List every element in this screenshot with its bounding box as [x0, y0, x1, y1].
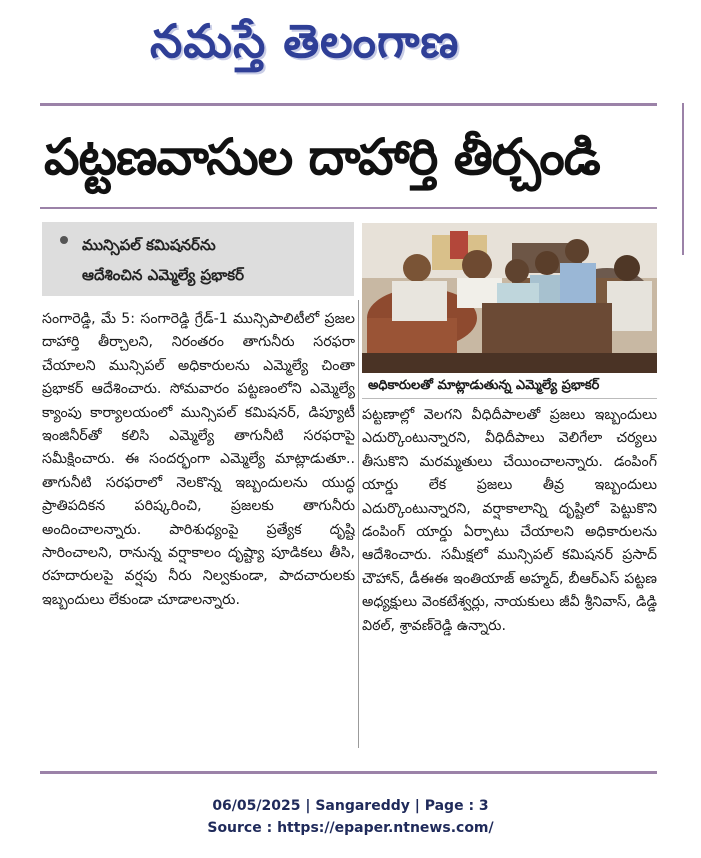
article-headline: పట్టణవాసుల దాహార్తి తీర్చండి	[44, 128, 600, 186]
body-paragraph-left: సంగారెడ్డి, మే 5: సంగారెడ్డి గ్రేడ్-1 మున్సిపాలిటీలో ప్రజల దాహార్తి తీర్చాలని, నిరంతరం తాగునీరు సరఫరా చేయాలని మున్సిపల్ అధికారులను ఎమ్మెల్యే చింతా ప్రభాకర్ ఆదేశించారు. సోమవారం పట్టణంలోని ఎమ్మెల్యే క్యాంపు కార్యాలయంలో మున్సిపల్ కమిషనర్, డిప్యూటీ ఇంజినీర్‌తో కలిసి ఎమ్మెల్యే తాగునీటి సరఫరాపై సమీక్షించారు. ఈ సందర్భంగా ఎమ్మెల్యే మాట్లాడుతూ.. తాగునీటి సరఫరాలో నెలకొన్న ఇబ్బందులను యుద్ధ ప్రాతిపదికన పరిష్కరించి, ప్రజలకు తాగునీరు అందించాలన్నారు. పారిశుధ్యంపై ప్రత్యేక దృష్టి సారించాలని, రానున్న వర్షాకాలం దృష్ట్యా పూడికలు తీసి, రహదారులపై వర్షపు నీరు నిల్వకుండా, పాదచారులకు ఇబ్బందులు లేకుండా చూడాలన్నారు.	[42, 311, 355, 608]
article-body-left	[42, 308, 355, 748]
bullet-icon	[60, 236, 68, 244]
deck-line-2: ఆదేశించిన ఎమ్మెల్యే ప్రభాకర్	[82, 266, 245, 284]
column-divider	[358, 300, 359, 748]
body-paragraph-right: పట్టణాల్లో వెలగని వీధిదీపాలతో ప్రజలు ఇబ్బందులు ఎదుర్కొంటున్నారని, వీధిదీపాలు వెలిగేలా చర్యలు తీసుకొని మరమ్మతులు చేయించాలన్నారు. డంపింగ్ యార్డు లేక ప్రజలు తీవ్ర ఇబ్బందులు ఎదుర్కొంటున్నారని, వర్షాకాలాన్ని దృష్టిలో పెట్టుకొని డంపింగ్ యార్డు ఏర్పాటు చేయాలని అధికారులను ఆదేశించారు. సమీక్షలో మున్సిపల్ కమిషనర్ ప్రసాద్ చౌహాన్, డీఈఈ ఇంతియాజ్ అహ్మద్, బీఆర్ఎస్ పట్టణ అధ్యక్షులు వెంకటేశ్వర్లు, నాయకులు జీవీ శ్రీనివాస్, డిడ్డి విఠల్, శ్రావణ్‌రెడ్డి ఉన్నారు.	[362, 407, 657, 634]
footer-source: Source : https://epaper.ntnews.com/	[207, 820, 494, 836]
footer-dateline: 06/05/2025 | Sangareddy | Page : 3	[212, 798, 489, 814]
top-rule	[40, 103, 657, 106]
article-deck	[42, 222, 354, 296]
photo-caption: అధికారులతో మాట్లాడుతున్న ఎమ్మెల్యే ప్రభాకర్	[362, 373, 657, 399]
article-body-right	[362, 404, 657, 749]
right-column-rule	[682, 103, 684, 255]
meeting-photo-illustration	[362, 223, 657, 373]
news-photo	[362, 223, 657, 373]
deck-line-1: మున్సిపల్ కమిషనర్‌ను	[82, 236, 216, 254]
bottom-rule	[40, 771, 657, 774]
headline-rule	[40, 207, 657, 209]
masthead-logo: నమస్తే తెలంగాణ	[150, 14, 460, 68]
